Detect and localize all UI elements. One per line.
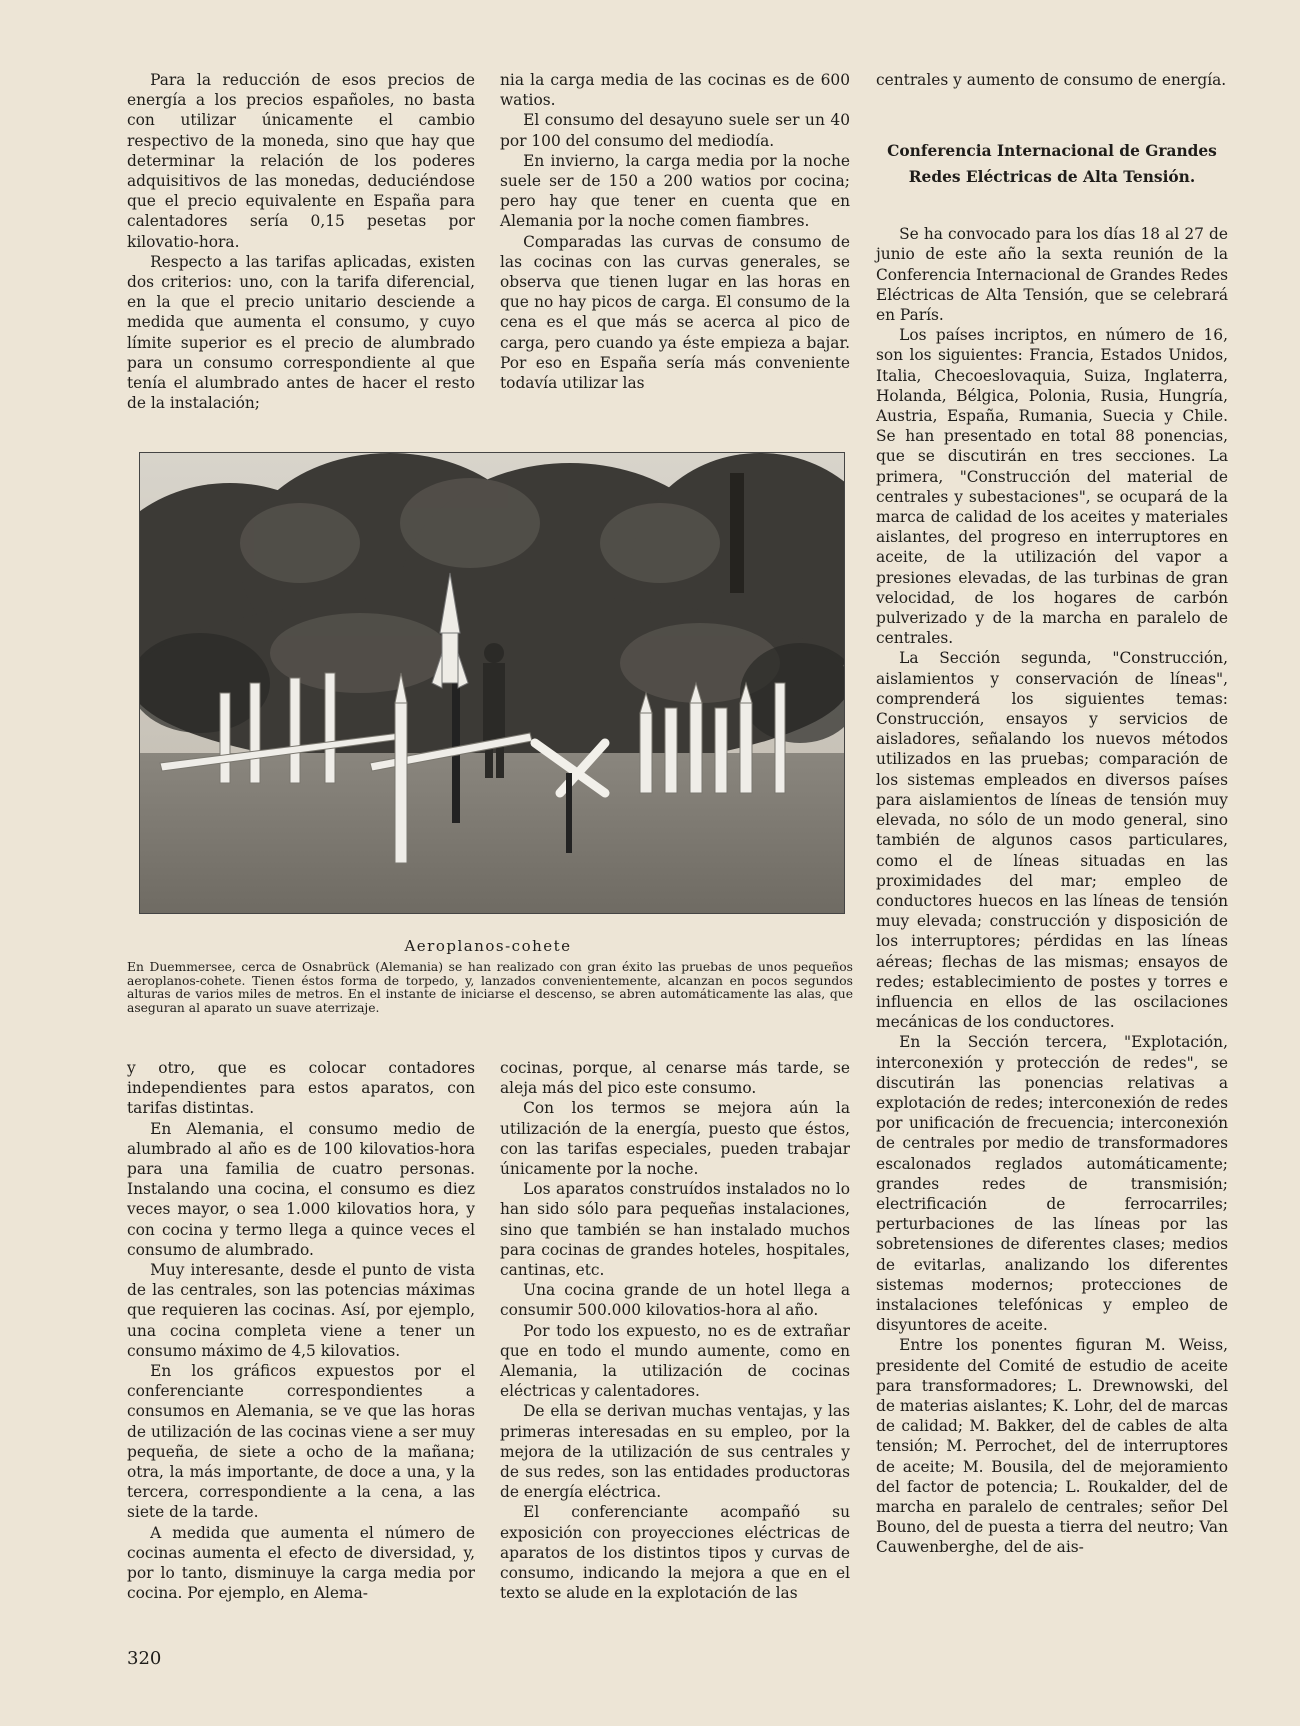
paragraph: De ella se derivan muchas ventajas, y las primeras interesadas en su empleo, por la mejora de la utilización de sus centrales y de sus redes, son las entidades productoras de energía eléctrica. (500, 1402, 850, 1502)
figure-title: Aeroplanos-cohete (404, 937, 572, 955)
column-left-top (127, 70, 475, 413)
figure-caption: En Duemmersee, cerca de Osnabrück (Alemania) se han realizado con gran éxito las pruebas de unos pequeños aeroplanos-cohete. Tienen éstos forma de torpedo, y, lanzados convenientemente, alcanzan en pocos segundos alturas de varios miles de metros. En el instante de iniciarse el descenso, se abren automáticamente las alas, que aseguran al aparato un suave aterrizaje. (127, 960, 853, 1015)
rocket-planes-photo (140, 453, 844, 913)
paragraph: Por todo los expuesto, no es de extrañar que en todo el mundo aumente, como en Alemania, la utilización de cocinas eléctricas y calentadores. (500, 1321, 850, 1401)
column-middle-top (500, 70, 850, 393)
column-left-bottom (127, 1058, 475, 1603)
paragraph: Los aparatos construídos instalados no lo han sido sólo para pequeñas instalaciones, sino que también se han instalado muchos para cocinas de grandes hoteles, hospitales, cantinas, etc. (500, 1180, 850, 1280)
paragraph: Los países incriptos, en número de 16, son los siguientes: Francia, Estados Unidos, Italia, Checoeslovaquia, Suiza, Inglaterra, Holanda, Bélgica, Polonia, Rusia, Hungría, Austria, España, Rumania, Suecia y Chile. Se han presentado en total 88 ponencias, que se discutirán en tres secciones. La primera, "Construcción del material de centrales y subestaciones", se ocupará de la marca de calidad de los aceites y materiales aislantes, del progreso en interruptores en aceite, de la utilización del vapor a presiones elevadas, de las turbinas de gran velocidad, de los hogares de carbón pulverizado y de la marcha en paralelo de centrales. (876, 326, 1228, 648)
paragraph: El consumo del desayuno suele ser un 40 por 100 del consumo del mediodía. (500, 111, 850, 150)
page-number: 320 (127, 1648, 162, 1669)
paragraph: La Sección segunda, "Construcción, aislamientos y conservación de líneas", comprenderá los siguientes temas: Construcción, ensayos y servicios de aisladores, señalando los nuevos métodos utilizados en las pruebas; comparación de los sistemas empleados en diversos países para aislamientos de líneas de tensión muy elevada, no sólo de un modo general, sino también de algunos casos particulares, como el de líneas situadas en las proximidades del mar; empleo de conductores huecos en las líneas de tensión muy elevada; construcción y disposición de los interruptores; pérdidas en las líneas aéreas; flechas de las mismas; ensayos de redes; establecimiento de postes y torres e influencia en ellos de las oscilaciones mecánicas de los conductores. (876, 649, 1228, 1032)
paragraph: Una cocina grande de un hotel llega a consumir 500.000 kilovatios-hora al año. (500, 1281, 850, 1320)
paragraph: En Alemania, el consumo medio de alumbrado al año es de 100 kilovatios-hora para una familia de cuatro personas. Instalando una cocina, el consumo es diez veces mayor, o sea 1.000 kilovatios hora, y con cocina y termo llega a quince veces el consumo de alumbrado. (127, 1119, 475, 1259)
photograph (139, 452, 845, 914)
paragraph: Con los termos se mejora aún la utilización de la energía, puesto que éstos, con las tarifas especiales, pueden trabajar únicamente por la noche. (500, 1099, 850, 1179)
paragraph: El conferenciante acompañó su exposición con proyecciones eléctricas de aparatos de los distintos tipos y curvas de consumo, indicando la mejora a que en el texto se alude en la explotación de las (500, 1503, 850, 1603)
paragraph: A medida que aumenta el número de cocinas aumenta el efecto de diversidad, y, por lo tanto, disminuye la carga media por cocina. Por ejemplo, en Alema- (127, 1523, 475, 1603)
paragraph: En los gráficos expuestos por el conferenciante correspondientes a consumos en Alemania, se ve que las horas de utilización de las cocinas viene a ser muy pequeña, de siete a ocho de la mañana; otra, la más importante, de doce a una, y la tercera, correspondiente a la cena, a las siete de la tarde. (127, 1362, 475, 1522)
paragraph: Se ha convocado para los días 18 al 27 de junio de este año la sexta reunión de la Conferencia Internacional de Grandes Redes Eléctricas de Alta Tensión, que se celebrará en París. (876, 225, 1228, 325)
paragraph: cocinas, porque, al cenarse más tarde, se aleja más del pico este consumo. (500, 1059, 850, 1098)
paragraph: nia la carga media de las cocinas es de 600 watios. (500, 71, 850, 110)
paragraph: Para la reducción de esos precios de energía a los precios españoles, no basta con utilizar únicamente el cambio respectivo de la moneda, sino que hay que determinar la relación de los poderes adquisitivos de las monedas, deduciéndose que el precio equivalente en España para calentadores sería 0,15 pesetas por kilovatio-hora. (127, 71, 475, 251)
paragraph: centrales y aumento de consumo de energía. (876, 71, 1227, 89)
paragraph: Muy interesante, desde el punto de vista de las centrales, son las potencias máximas que requieren las cocinas. Así, por ejemplo, una cocina completa viene a tener un consumo máximo de 4,5 kilovatios. (127, 1261, 475, 1360)
paragraph: En invierno, la carga media por la noche suele ser de 150 a 200 watios por cocina; pero hay que tener en cuenta que en Alemania por la noche comen fiambres. (500, 151, 850, 231)
paragraph: Entre los ponentes figuran M. Weiss, presidente del Comité de estudio de aceite para transformadores; L. Drewnowski, del de materias aislantes; K. Lohr, del de marcas de calidad; M. Bakker, del de cables de alta tensión; M. Perrochet, del de interruptores de aceite; M. Bousila, del de mejoramiento del factor de potencia; L. Roukalder, del de marcha en paralelo de centrales; señor Del Bouno, del de puesta a tierra del neutro; Van Cauwenberghe, del de ais- (876, 1336, 1229, 1557)
paragraph: y otro, que es colocar contadores independientes para estos aparatos, con tarifas distintas. (127, 1059, 475, 1118)
paragraph: Respecto a las tarifas aplicadas, existen dos criterios: uno, con la tarifa diferencial, en la que el precio unitario desciende a medida que aumenta el consumo, y cuyo límite superior es el precio de alumbrado para un consumo correspondiente al que tenía el alumbrado antes de hacer el resto de la instalación; (127, 252, 475, 413)
column-middle-bottom (500, 1058, 850, 1603)
column-right (876, 70, 1228, 1558)
paragraph: En la Sección tercera, "Explotación, interconexión y protección de redes", se discutirán las ponencias relativas a explotación de redes; interconexión de redes por unificación de frecuencia; interconexión de centrales por medio de transformadores escalonados reglados automáticamente; grandes redes de transmisión; electrificación de ferrocarriles; perturbaciones de las líneas por las sobretensiones de diferentes clases; medios de evitarlas, analizando los diferentes sistemas modernos; protecciones de instalaciones telefónicas y empleo de disyuntores de aceite. (876, 1033, 1228, 1335)
section-heading: Conferencia Internacional de Grandes Redes Eléctricas de Alta Tensión. (887, 142, 1217, 187)
paragraph: Comparadas las curvas de consumo de las cocinas con las curvas generales, se observa que tienen lugar en las horas en que no hay picos de carga. El consumo de la cena es el que más se acerca al pico de carga, pero cuando ya éste empieza a bajar. Por eso en España sería más conveniente todavía utilizar las (500, 232, 850, 393)
